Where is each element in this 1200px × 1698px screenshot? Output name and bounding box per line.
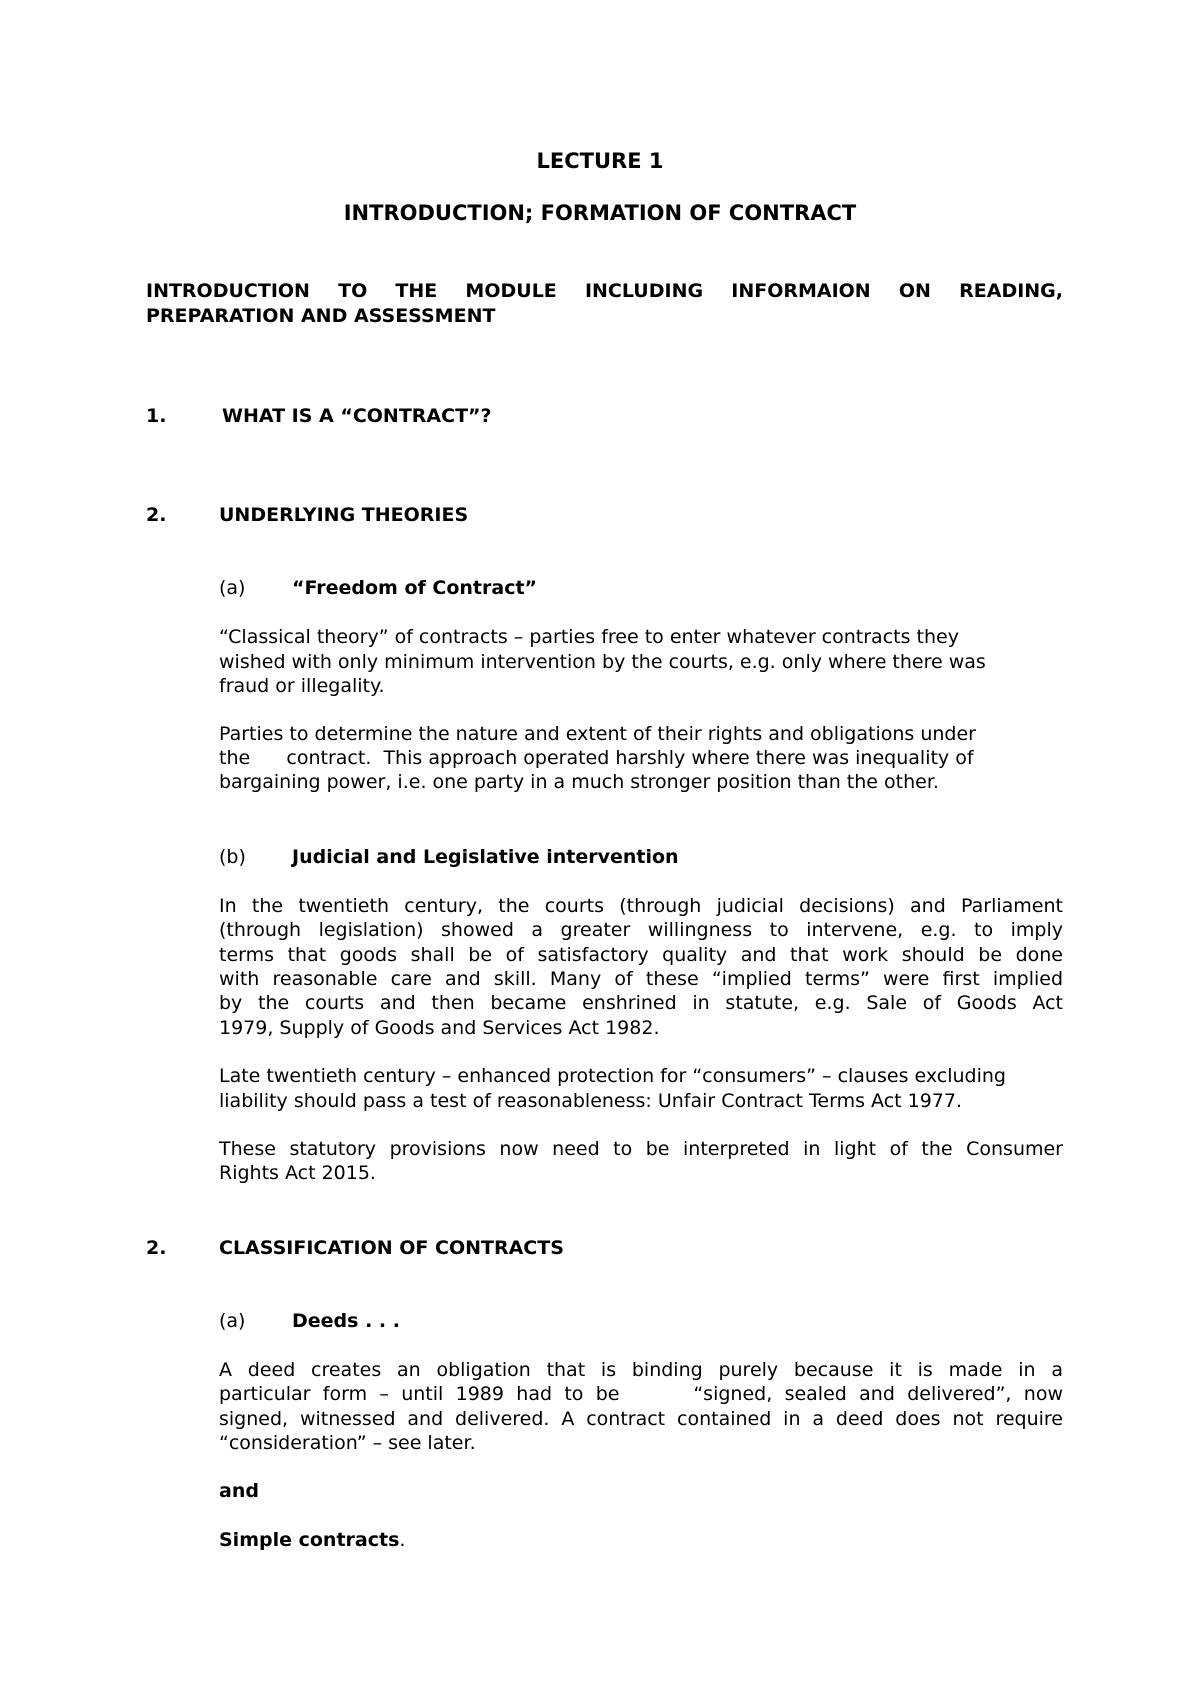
subsection-3a-label: (a) [219, 1310, 246, 1332]
simple-contracts-label: Simple contracts [219, 1529, 400, 1551]
section-1-heading: WHAT IS A “CONTRACT”? [222, 405, 492, 427]
paragraph-3a-1-line-3: signed, witnessed and delivered. A contract contained in a deed does not require [219, 1408, 1063, 1430]
paragraph-2a-1-line-1: “Classical theory” of contracts – parties free to enter whatever contracts they [219, 626, 959, 648]
simple-contracts-end: . [399, 1529, 406, 1551]
paragraph-2b-1-line-1: In the twentieth century, the courts (through judicial decisions) and Parliament [219, 895, 1063, 917]
paragraph-2a-2-line-2: the contract. This approach operated harshly where there was inequality of [219, 747, 974, 769]
subsection-2a-heading: “Freedom of Contract” [292, 577, 538, 599]
section-2-number: 2. [146, 504, 167, 526]
page-title: INTRODUCTION; FORMATION OF CONTRACT [343, 201, 857, 225]
paragraph-2a-1-line-3: fraud or illegality. [219, 675, 385, 697]
subsection-3a-heading: Deeds . . . [292, 1310, 400, 1332]
paragraph-2b-2-line-1: Late twentieth century – enhanced protection for “consumers” – clauses excluding [219, 1065, 1006, 1087]
paragraph-2b-2-line-2: liability should pass a test of reasonableness: Unfair Contract Terms Act 1977. [219, 1090, 963, 1112]
paragraph-2b-1-line-5: by the courts and then became enshrined in statute, e.g. Sale of Goods Act [219, 992, 1063, 1014]
paragraph-2b-1-line-6: 1979, Supply of Goods and Services Act 1982. [219, 1017, 660, 1039]
paragraph-2b-3-line-1: These statutory provisions now need to be interpreted in light of the Consumer [219, 1138, 1063, 1160]
intro-line-1: INTRODUCTION TO THE MODULE INCLUDING INFORMAION ON READING, [146, 280, 1063, 302]
paragraph-2b-1-line-3: terms that goods shall be of satisfactory quality and that work should be done [219, 944, 1063, 966]
section-2-heading: UNDERLYING THEORIES [219, 504, 469, 526]
section-3-heading: CLASSIFICATION OF CONTRACTS [219, 1237, 564, 1259]
subsection-2b-heading: Judicial and Legislative intervention [292, 846, 679, 868]
paragraph-3a-1-line-1: A deed creates an obligation that is binding purely because it is made in a [219, 1359, 1063, 1381]
paragraph-3a-1-line-2: particular form – until 1989 had to be “signed, sealed and delivered”, now [219, 1383, 1063, 1405]
paragraph-3a-1-line-4: “consideration” – see later. [219, 1432, 476, 1454]
subsection-2b-label: (b) [219, 846, 246, 868]
paragraph-2a-1-line-2: wished with only minimum intervention by the courts, e.g. only where there was [219, 651, 986, 673]
subsection-2a-label: (a) [219, 577, 246, 599]
paragraph-2a-2-line-3: bargaining power, i.e. one party in a much stronger position than the other. [219, 771, 939, 793]
section-3-number: 2. [146, 1237, 167, 1259]
intro-line-2: PREPARATION AND ASSESSMENT [146, 305, 496, 327]
and-label: and [219, 1480, 259, 1502]
lecture-number: LECTURE 1 [536, 149, 664, 173]
section-1-number: 1. [146, 405, 167, 427]
simple-contracts-line [219, 1528, 405, 1552]
paragraph-2b-1-line-2: (through legislation) showed a greater willingness to intervene, e.g. to imply [219, 919, 1063, 941]
paragraph-2b-1-line-4: with reasonable care and skill. Many of these “implied terms” were first implied [219, 968, 1063, 990]
paragraph-2a-2-line-1: Parties to determine the nature and extent of their rights and obligations under [219, 723, 976, 745]
paragraph-2b-3-line-2: Rights Act 2015. [219, 1162, 376, 1184]
